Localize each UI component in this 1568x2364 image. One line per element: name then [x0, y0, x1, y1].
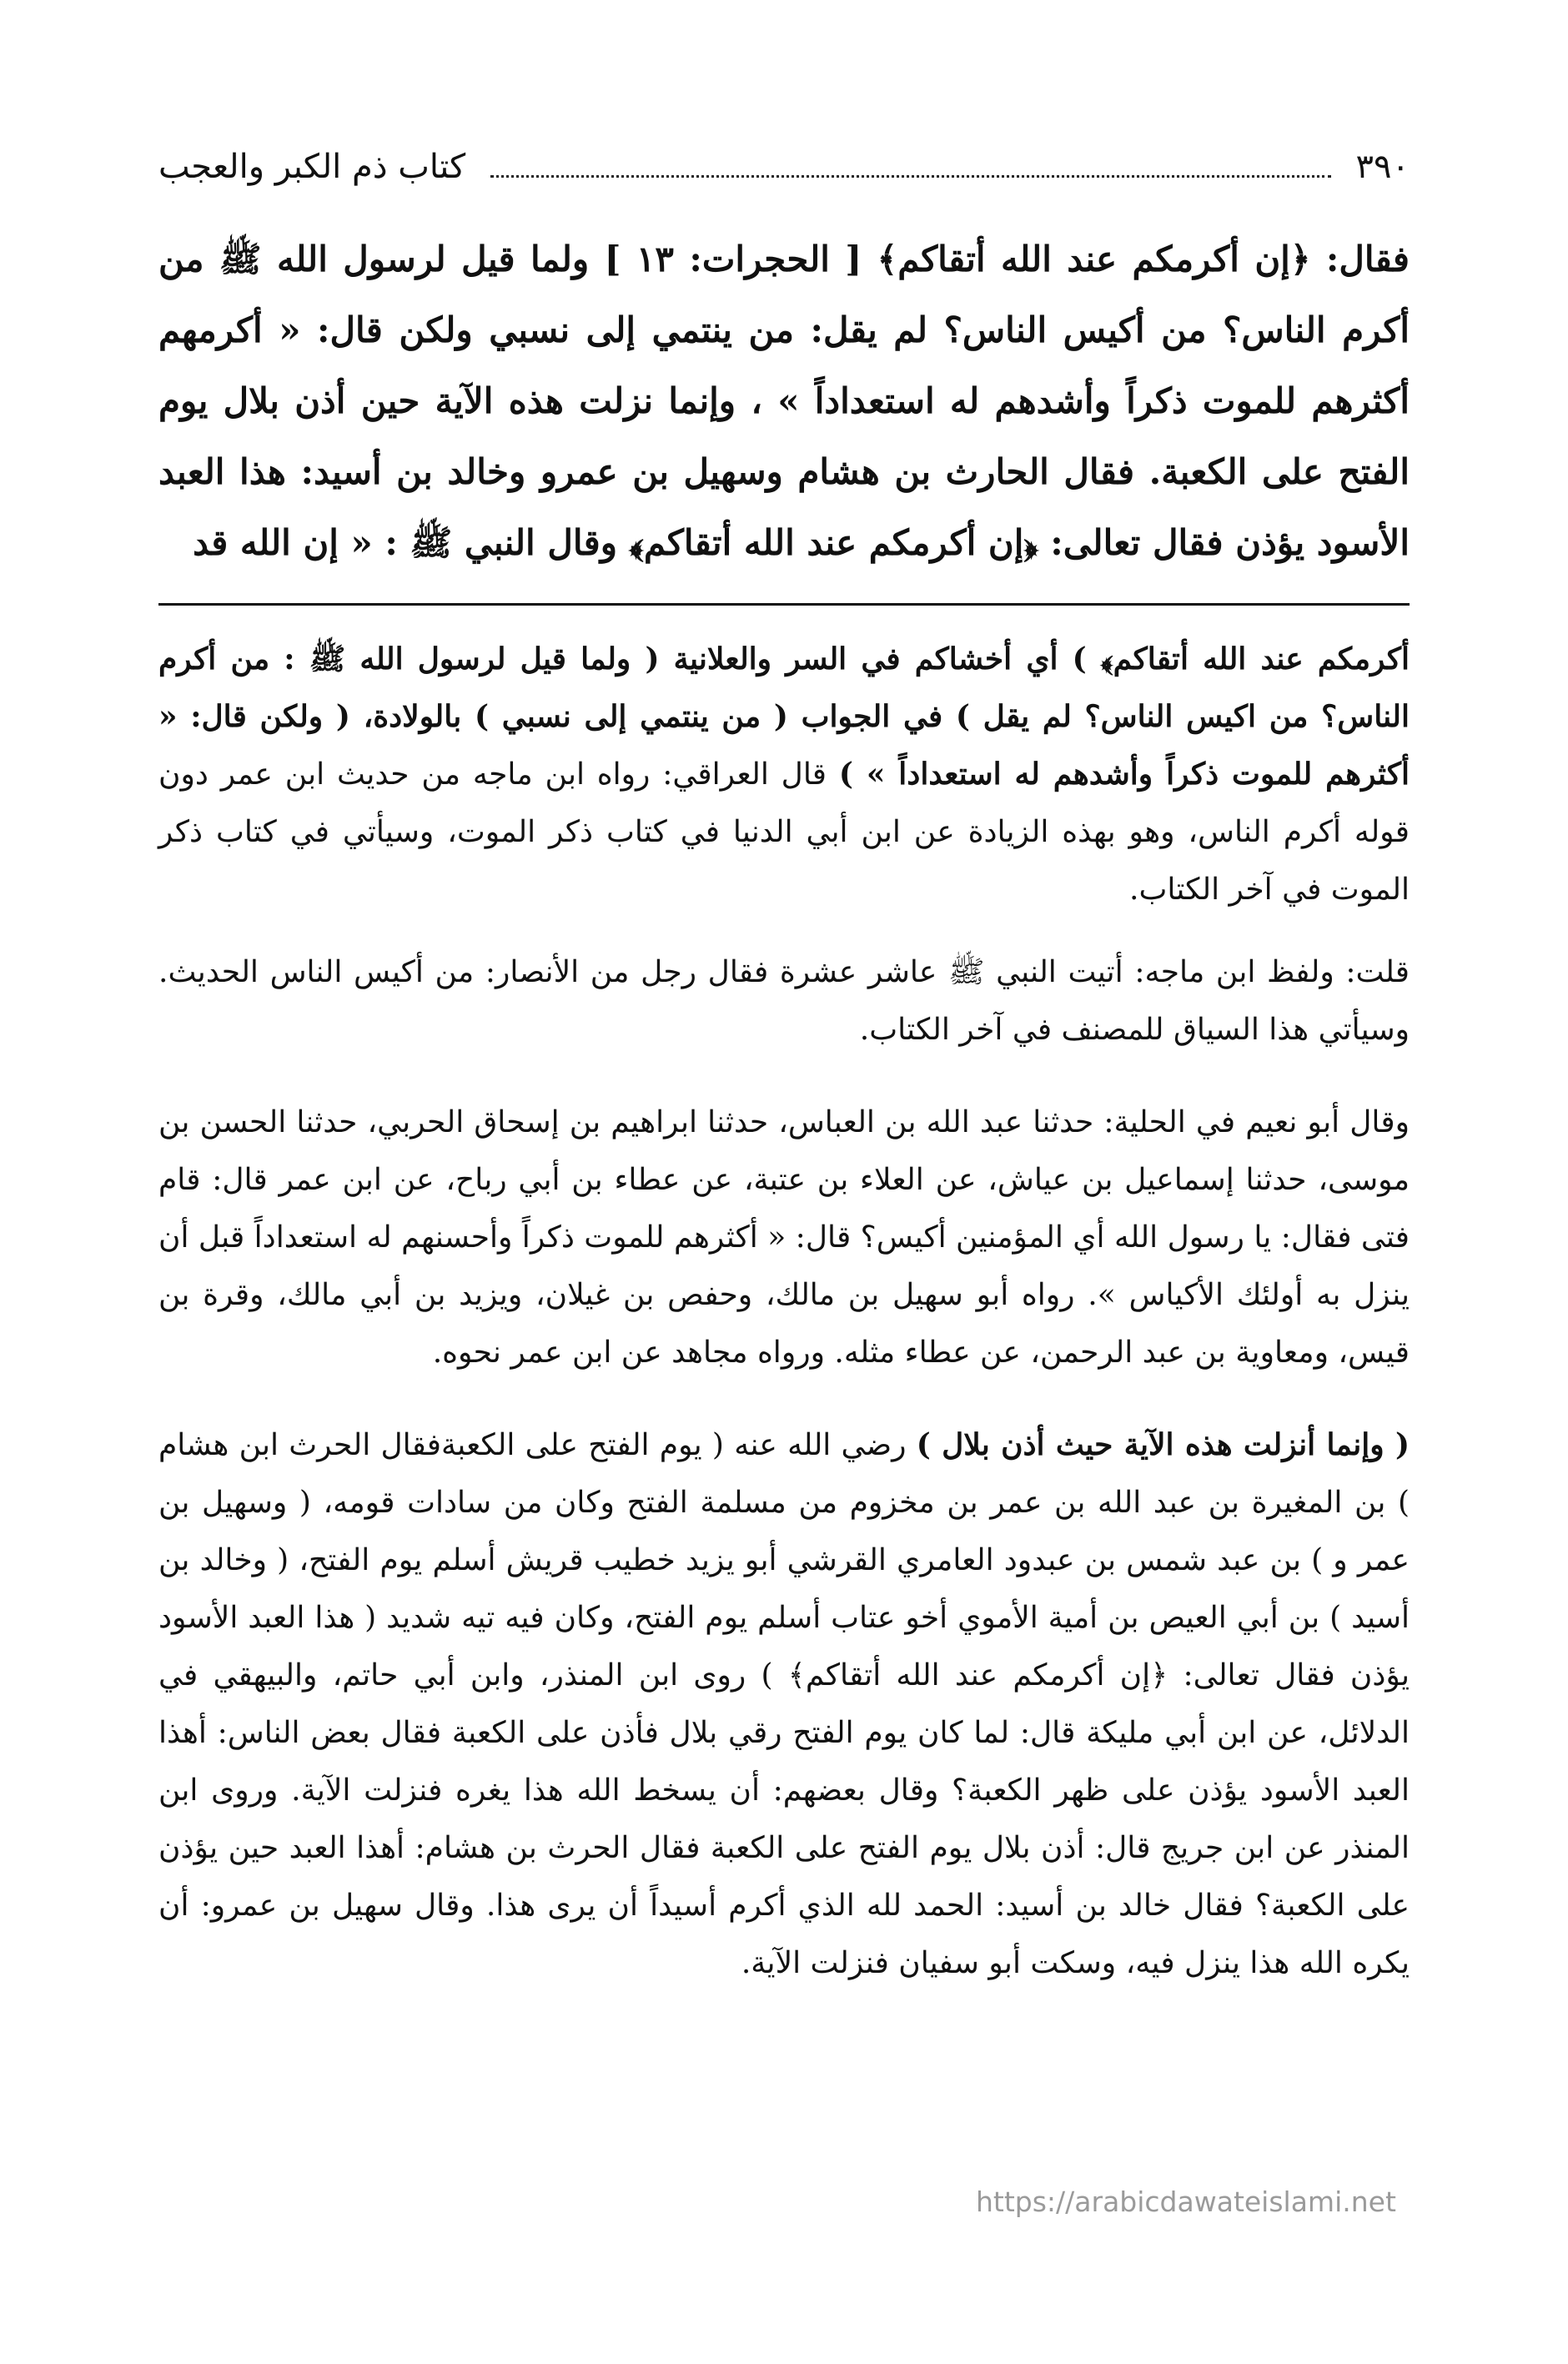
commentary-text: قال العراقي: رواه ابن ماجه من حديث ابن عمر دون قوله أكرم الناس، وهو بهذه الزيادة عن ابن أبي الدنيا في كتاب ذكر الموت، وسيأتي في كتاب ذكر الموت في آخر الكتاب. — [158, 757, 1410, 907]
commentary-lemma: أكرمكم عند الله أتقاكم﴾ ) أي أخشاكم في السر والعلانية ( ولما قيل لرسول الله ﷺ : من أكرم الناس؟ من اكيس الناس؟ لم يقل ) في الجواب ( من ينتمي إلى نسبي ) بالولادة، ( ولكن قال: « أكثرهم للموت ذكراً وأشدهم له استعداداً » ) — [158, 641, 1410, 792]
commentary-paragraph — [158, 943, 1410, 1059]
book-title: كتاب ذم الكبر والعجب — [158, 148, 466, 186]
commentary-text: رضي الله عنه ( يوم الفتح على الكعبةفقال الحرث ابن هشام ) بن المغيرة بن عبد الله بن عمر بن مخزوم من مسلمة الفتح وكان من سادات قومه، ( وسهيل بن عمر و ) بن عبد شمس بن عبدود العامري القرشي أبو يزيد خطيب قريش أسلم يوم الفتح، ( وخالد بن أسيد ) بن أبي العيص بن أمية الأموي أخو عتاب أسلم يوم الفتح، وكان فيه تيه شديد ( هذا العبد الأسود يؤذن فقال تعالى: ﴿إن أكرمكم عند الله أتقاكم﴾ ) روى ابن المنذر، وابن أبي حاتم، والبيهقي في الدلائل، عن ابن أبي مليكة قال: لما كان يوم الفتح رقي بلال فأذن على الكعبة فقال بعض الناس: أهذا العبد الأسود يؤذن على ظهر الكعبة؟ وقال بعضهم: أن يسخط الله هذا يغره فنزلت الآية. وروى ابن المنذر عن ابن جريج قال: أذن بلال يوم الفتح على الكعبة فقال الحرث بن هشام: أهذا العبد حين يؤذن على الكعبة؟ فقال خالد بن أسيد: الحمد لله الذي أكرم أسيداً أن يرى هذا. وقال سهيل بن عمرو: أن يكره الله هذا ينزل فيه، وسكت أبو سفيان فنزلت الآية. — [158, 1428, 1410, 1980]
footnote-divider — [158, 603, 1410, 606]
commentary-text: قلت: ولفظ ابن ماجه: أتيت النبي ﷺ عاشر عشرة فقال رجل من الأنصار: من أكيس الناس الحديث. وسيأتي هذا السياق للمصنف في آخر الكتاب. — [158, 955, 1410, 1047]
commentary-text: وقال أبو نعيم في الحلية: حدثنا عبد الله بن العباس، حدثنا ابراهيم بن إسحاق الحربي، حدثنا الحسن بن موسى، حدثنا إسماعيل بن عياش، عن العلاء بن عتبة، عن عطاء بن أبي رباح، عن ابن عمر قال: قام فتى فقال: يا رسول الله أي المؤمنين أكيس؟ قال: « أكثرهم للموت ذكراً وأحسنهم له استعداداً قبل أن ينزل به أولئك الأكياس ». رواه أبو سهيل بن مالك، وحفص بن غيلان، ويزيد بن أبي مالك، وقرة بن قيس، ومعاوية بن عبد الرحمن، عن عطاء مثله. ورواه مجاهد عن ابن عمر نحوه. — [158, 1105, 1410, 1370]
commentary-paragraph — [158, 631, 1410, 918]
main-paragraph: فقال: ﴿إن أكرمكم عند الله أتقاكم﴾ [ الحجرات: ١٣ ] ولما قيل لرسول الله ﷺ من أكرم الناس؟ من أكيس الناس؟ لم يقل: من ينتمي إلى نسبي ولكن قال: « أكرمهم أكثرهم للموت ذكراً وأشدهم له استعداداً » ، وإنما نزلت هذه الآية حين أذن بلال يوم الفتح على الكعبة. فقال الحارث بن هشام وسهيل بن عمرو وخالد بن أسيد: هذا العبد الأسود يؤذن فقال تعالى: ﴿إن أكرمكم عند الله أتقاكم﴾ وقال النبي ﷺ : « إن الله قد — [158, 239, 1410, 563]
commentary — [158, 631, 1410, 1992]
commentary-lemma: ( وإنما أنزلت هذه الآية حيث أذن بلال ) — [916, 1427, 1410, 1462]
main-text — [158, 224, 1410, 578]
watermark-url: https://arabicdawateislami.net — [976, 2185, 1396, 2218]
commentary-paragraph — [158, 1416, 1410, 1992]
commentary-paragraph — [158, 1094, 1410, 1381]
page-number: ٣٩٠ — [1355, 148, 1410, 186]
header-dotted-leader — [490, 175, 1330, 178]
page-header — [158, 142, 1410, 200]
